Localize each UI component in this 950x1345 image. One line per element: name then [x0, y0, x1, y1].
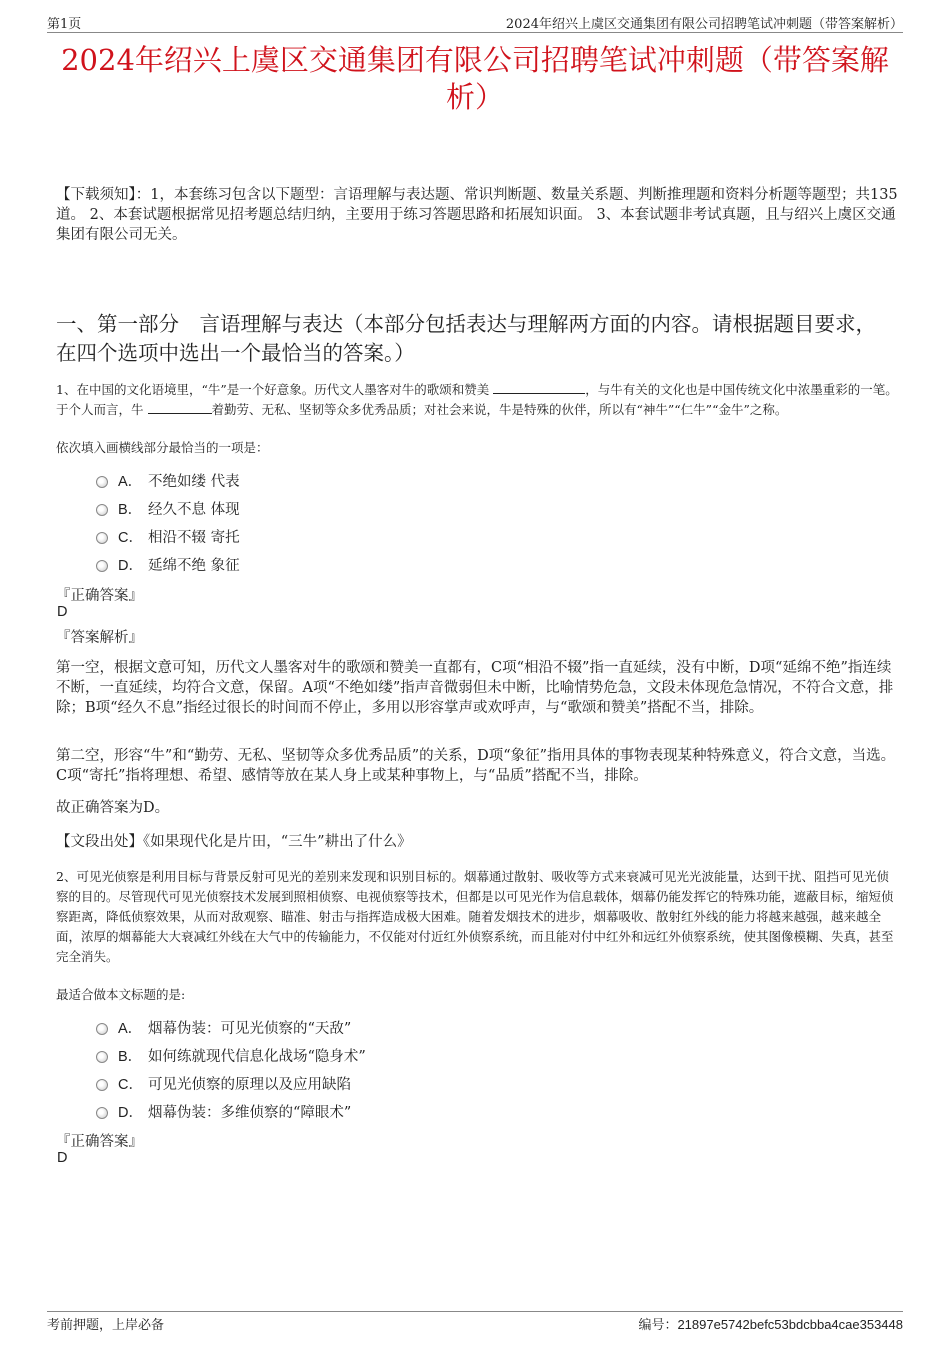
- question-1-analysis-label: 『答案解析』: [56, 630, 143, 646]
- footer-divider: [47, 1311, 903, 1312]
- question-1-option-a[interactable]: [96, 466, 240, 494]
- option-letter: C．: [118, 529, 143, 546]
- option-letter: A．: [118, 1020, 143, 1037]
- option-letter: B．: [118, 1048, 143, 1065]
- question-1-stem: [56, 380, 898, 420]
- question-2-options: [96, 1013, 366, 1125]
- question-1-stem-part-c: 着勤劳、无私、坚韧等众多优秀品质；对社会来说，牛是特殊的伙伴，所以有“神牛”“仁牛”“金牛”之称。: [211, 402, 788, 417]
- download-notice: 【下载须知】：1，本套练习包含以下题型：言语理解与表达题、常识判断题、数量关系题、判断推理题和资料分析题等题型；共135道。 2、本套试题根据常见招考题总结归纳，主要用于练习答题思路和拓展知识面。 3、本套试题非考试真题，且与绍兴上虞区交通集团有限公司无关。: [56, 187, 898, 243]
- question-1-analysis-p2: 第二空，形容“牛”和“勤劳、无私、坚韧等众多优秀品质”的关系，D项“象征”指用具体的事物表现某种特殊意义，符合文意，当选。C项“寄托”指将理想、希望、感情等放在某人身上或某种事物上，与“品质”搭配不当，排除。: [56, 748, 896, 784]
- radio-icon[interactable]: [96, 1023, 108, 1035]
- question-2-option-c[interactable]: [96, 1069, 366, 1097]
- radio-icon[interactable]: [96, 504, 108, 516]
- question-1-analysis-p3: 故正确答案为D。: [56, 800, 170, 816]
- question-1-answer: D: [57, 604, 68, 620]
- question-1-option-c[interactable]: [96, 522, 240, 550]
- footer-doc-id: 编号：21897e5742befc53bdcbba4cae353448: [638, 1317, 903, 1332]
- question-2-stem: 2、可见光侦察是利用目标与背景反射可见光的差别来发现和识别目标的。烟幕通过散射、吸收等方式来衰减可见光光波能量，达到干扰、阻挡可见光侦察的目的。尽管现代可见光侦察技术发展到照相侦察、电视侦察等技术，但都是以可见光作为信息载体，烟幕仍能发挥它的特殊功能，遮蔽目标，缩短侦察距离，降低侦察效果，从而对敌观察、瞄准、射击与指挥造成极大困难。随着发烟技术的进步，烟幕吸收、散射红外线的能力将越来越强，越来越全面，浓厚的烟幕能大大衰减红外线在大气中的传输能力，不仅能对付近红外侦察系统，而且能对付中红外和远红外侦察系统，使其图像模糊、失真，甚至完全消失。: [56, 869, 894, 964]
- page-number: 第1页: [47, 17, 82, 32]
- radio-icon[interactable]: [96, 1051, 108, 1063]
- question-2-answer-label: 『正确答案』: [56, 1134, 143, 1150]
- option-letter: C．: [118, 1076, 143, 1093]
- radio-icon[interactable]: [96, 476, 108, 488]
- question-1-options: [96, 466, 240, 578]
- option-text: 延绵不绝 象征: [148, 557, 240, 574]
- question-1-blank-1: [493, 381, 585, 394]
- question-1-blank-2: [148, 401, 212, 414]
- option-letter: B．: [118, 501, 143, 518]
- question-2-answer: D: [57, 1150, 68, 1166]
- header-doc-title: 2024年绍兴上虞区交通集团有限公司招聘笔试冲刺题（带答案解析）: [505, 17, 903, 32]
- question-1-answer-label: 『正确答案』: [56, 588, 143, 604]
- question-2-option-a[interactable]: [96, 1013, 366, 1041]
- question-1-stem-part-a: 1、在中国的文化语境里，“牛”是一个好意象。历代文人墨客对牛的歌颂和赞美: [56, 382, 490, 397]
- option-text: 如何练就现代信息化战场“隐身术”: [148, 1048, 366, 1065]
- option-text: 经久不息 体现: [148, 501, 240, 518]
- option-text: 相沿不辍 寄托: [148, 529, 240, 546]
- option-text: 烟幕伪装：可见光侦察的“天敌”: [148, 1020, 352, 1037]
- question-2-option-d[interactable]: [96, 1097, 366, 1125]
- option-letter: A．: [118, 473, 143, 490]
- radio-icon[interactable]: [96, 532, 108, 544]
- question-1-option-b[interactable]: [96, 494, 240, 522]
- question-1-stem-part-b: ，与牛有关的文化也是中国传统文化中浓墨重彩的一笔。于个人而言，牛: [56, 382, 898, 417]
- option-letter: D．: [118, 557, 143, 574]
- option-text: 可见光侦察的原理以及应用缺陷: [148, 1076, 351, 1093]
- radio-icon[interactable]: [96, 1107, 108, 1119]
- question-1-analysis-p1: 第一空，根据文意可知，历代文人墨客对牛的歌颂和赞美一直都有，C项“相沿不辍”指一直延续，没有中断，D项“延绵不绝”指连续不断，一直延续，均符合文意，保留。A项“不绝如缕”指声音微弱但未中断，比喻情势危急，文段未体现危急情况，不符合文意，排除；B项“经久不息”指经过很长的时间而不停止，多用以形容掌声或欢呼声，与“歌颂和赞美”搭配不当，排除。: [56, 660, 894, 716]
- footer-slogan: 考前押题，上岸必备: [47, 1318, 165, 1333]
- option-text: 烟幕伪装：多维侦察的“障眼术”: [148, 1104, 352, 1121]
- document-title: 2024年绍兴上虞区交通集团有限公司招聘笔试冲刺题（带答案解析）: [61, 43, 889, 114]
- question-2-option-b[interactable]: [96, 1041, 366, 1069]
- radio-icon[interactable]: [96, 1079, 108, 1091]
- option-letter: D．: [118, 1104, 143, 1121]
- question-2-instruction: 最适合做本文标题的是:: [56, 987, 186, 1002]
- header-divider: [47, 32, 903, 33]
- question-1-instruction: 依次填入画横线部分最恰当的一项是：: [56, 440, 269, 455]
- question-1-option-d[interactable]: [96, 550, 240, 578]
- radio-icon[interactable]: [96, 560, 108, 572]
- option-text: 不绝如缕 代表: [148, 473, 240, 490]
- question-1-source: 【文段出处】《如果现代化是片田，“三牛”耕出了什么》: [56, 834, 412, 850]
- section-title: 一、第一部分 言语理解与表达（本部分包括表达与理解两方面的内容。请根据题目要求，在四个选项中选出一个最恰当的答案。）: [56, 312, 876, 365]
